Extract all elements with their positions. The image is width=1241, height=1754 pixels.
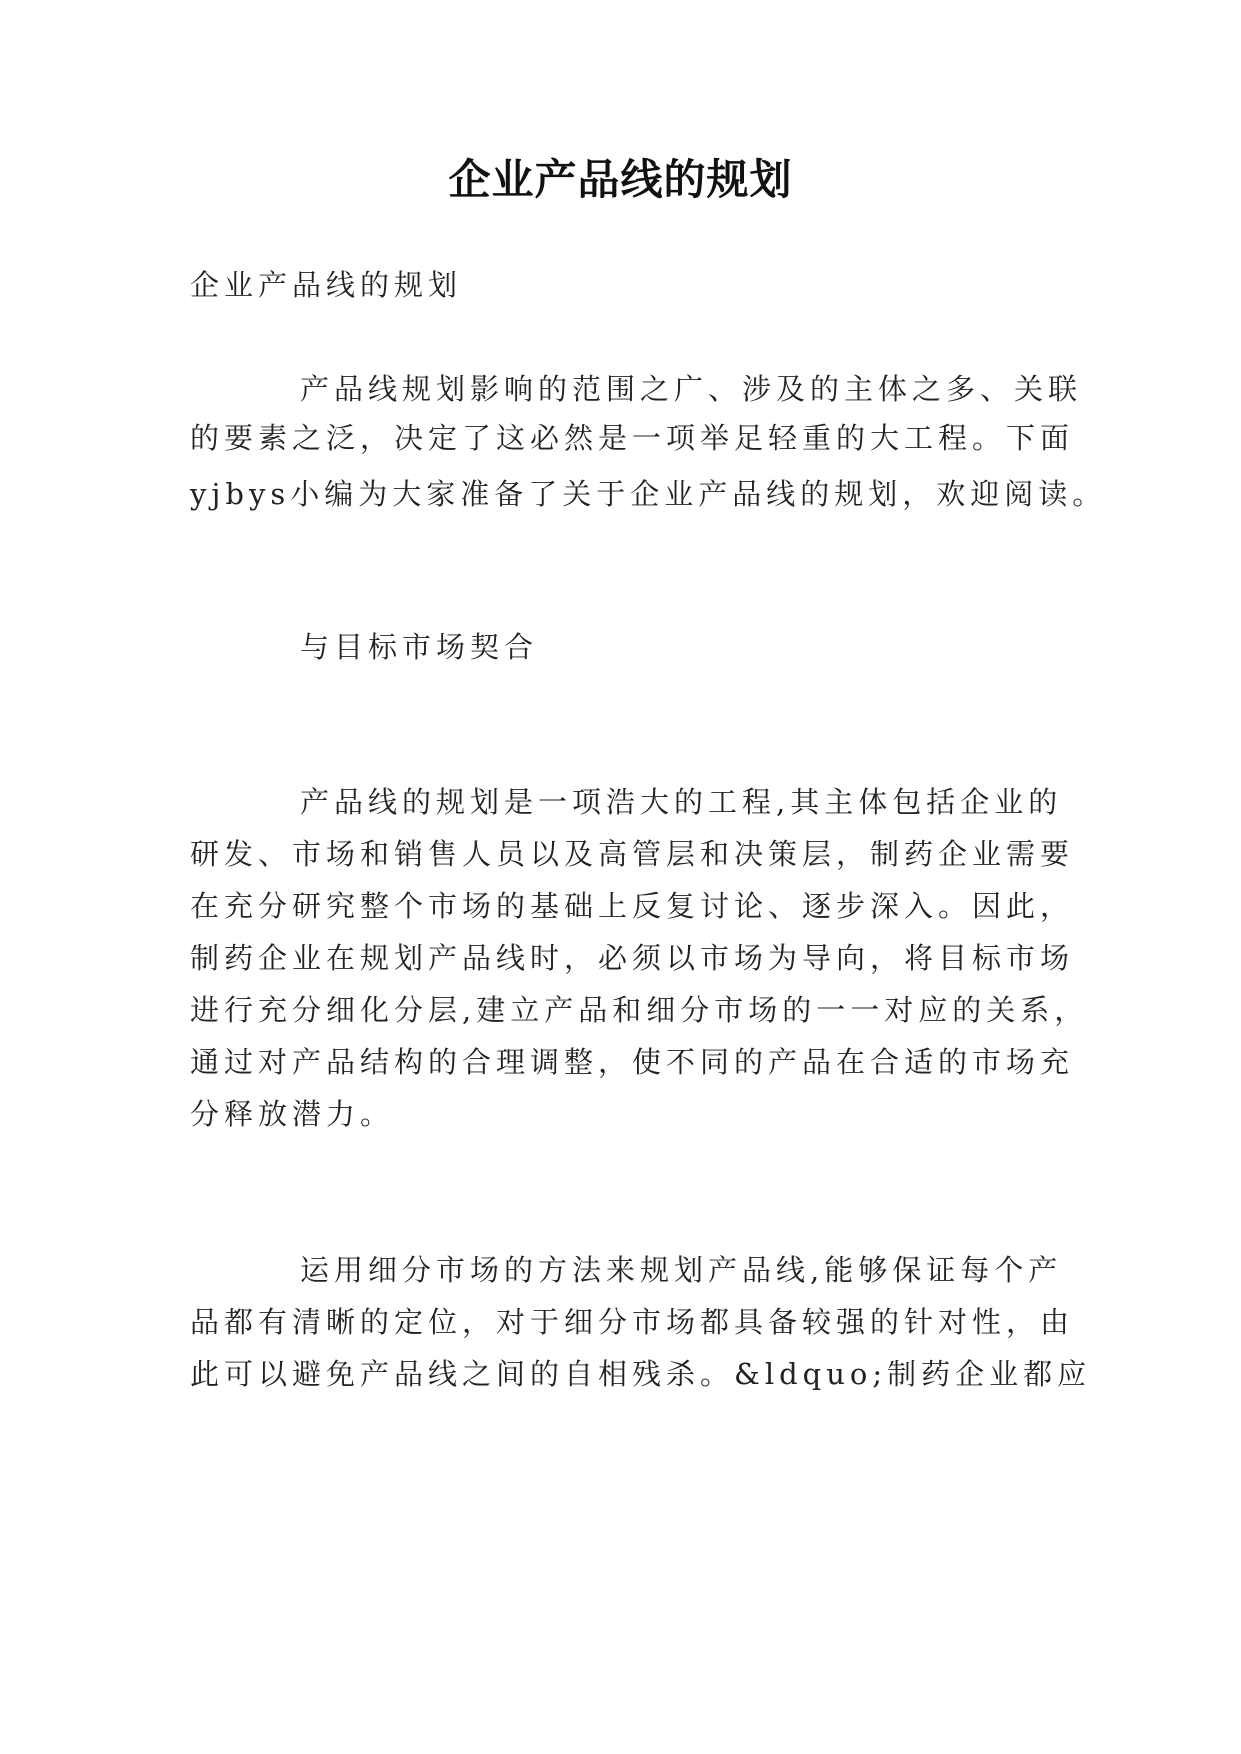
document-subtitle: 企业产品线的规划 bbox=[190, 268, 463, 302]
paragraph-line: 此可以避免产品线之间的自相残杀。&ldquo;制药企业都应 bbox=[190, 1357, 1092, 1391]
paragraph-line: 运用细分市场的方法来规划产品线,能够保证每个产 bbox=[300, 1253, 1063, 1287]
paragraph-line: 品都有清晰的定位，对于细分市场都具备较强的针对性，由 bbox=[190, 1305, 1075, 1339]
paragraph-line: 研发、市场和销售人员以及高管层和决策层，制药企业需要 bbox=[190, 837, 1075, 871]
intro-line: 的要素之泛，决定了这必然是一项举足轻重的大工程。下面 bbox=[190, 421, 1075, 455]
section-heading: 与目标市场契合 bbox=[300, 630, 539, 664]
paragraph-line: 分释放潜力。 bbox=[190, 1097, 395, 1131]
paragraph-line: 产品线的规划是一项浩大的工程,其主体包括企业的 bbox=[300, 785, 1063, 819]
paragraph-line: 在充分研究整个市场的基础上反复讨论、逐步深入。因此， bbox=[190, 889, 1075, 923]
document-title: 企业产品线的规划 bbox=[448, 155, 793, 204]
paragraph-line: 进行充分细化分层,建立产品和细分市场的一一对应的关系， bbox=[190, 993, 1089, 1027]
intro-line: 产品线规划影响的范围之广、涉及的主体之多、关联 bbox=[300, 372, 1083, 406]
paragraph-line: 通过对产品结构的合理调整，使不同的产品在合适的市场充 bbox=[190, 1045, 1075, 1079]
intro-line: yjbys小编为大家准备了关于企业产品线的规划，欢迎阅读。 bbox=[190, 477, 1107, 511]
paragraph-line: 制药企业在规划产品线时，必须以市场为导向，将目标市场 bbox=[190, 941, 1075, 975]
